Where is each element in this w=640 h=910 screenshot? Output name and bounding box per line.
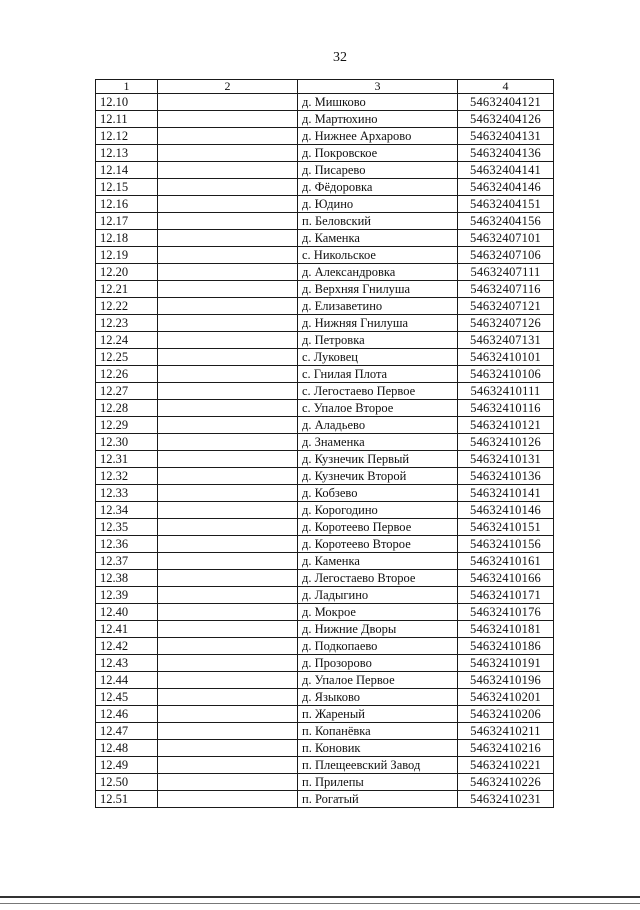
row-column2-cell xyxy=(158,672,298,689)
row-number-cell: 12.50 xyxy=(96,774,158,791)
table-row xyxy=(96,145,554,162)
table-row xyxy=(96,366,554,383)
row-number-cell: 12.33 xyxy=(96,485,158,502)
settlement-name-cell: д. Фёдоровка xyxy=(298,179,458,196)
row-column2-cell xyxy=(158,264,298,281)
settlement-name-cell: с. Упалое Второе xyxy=(298,400,458,417)
column-header-4: 4 xyxy=(458,80,554,94)
row-number-cell: 12.13 xyxy=(96,145,158,162)
oktmo-code-cell: 54632410171 xyxy=(458,587,554,604)
settlement-name-cell: д. Нижнее Архарово xyxy=(298,128,458,145)
oktmo-code-cell: 54632410111 xyxy=(458,383,554,400)
oktmo-code-cell: 54632410181 xyxy=(458,621,554,638)
row-number-cell: 12.41 xyxy=(96,621,158,638)
page-number: 32 xyxy=(333,50,347,65)
table-row xyxy=(96,281,554,298)
oktmo-code-cell: 54632407121 xyxy=(458,298,554,315)
row-column2-cell xyxy=(158,587,298,604)
table-row xyxy=(96,230,554,247)
row-number-cell: 12.34 xyxy=(96,502,158,519)
row-column2-cell xyxy=(158,706,298,723)
row-number-cell: 12.11 xyxy=(96,111,158,128)
oktmo-code-cell: 54632407111 xyxy=(458,264,554,281)
settlement-name-cell: д. Каменка xyxy=(298,230,458,247)
row-column2-cell xyxy=(158,621,298,638)
table-row xyxy=(96,485,554,502)
settlement-name-cell: д. Мокрое xyxy=(298,604,458,621)
oktmo-code-cell: 54632404156 xyxy=(458,213,554,230)
oktmo-code-cell: 54632404131 xyxy=(458,128,554,145)
oktmo-code-cell: 54632410206 xyxy=(458,706,554,723)
row-number-cell: 12.31 xyxy=(96,451,158,468)
row-column2-cell xyxy=(158,570,298,587)
settlement-name-cell: д. Легостаево Второе xyxy=(298,570,458,587)
table-row xyxy=(96,417,554,434)
settlement-name-cell: д. Коротеево Второе xyxy=(298,536,458,553)
row-column2-cell xyxy=(158,655,298,672)
oktmo-code-cell: 54632404141 xyxy=(458,162,554,179)
oktmo-code-cell: 54632410166 xyxy=(458,570,554,587)
row-number-cell: 12.38 xyxy=(96,570,158,587)
row-column2-cell xyxy=(158,366,298,383)
oktmo-code-cell: 54632404121 xyxy=(458,94,554,111)
settlement-name-cell: п. Плещеевский Завод xyxy=(298,757,458,774)
table-row xyxy=(96,247,554,264)
settlement-name-cell: с. Легостаево Первое xyxy=(298,383,458,400)
settlement-name-cell: п. Рогатый xyxy=(298,791,458,808)
oktmo-code-cell: 54632410121 xyxy=(458,417,554,434)
settlement-name-cell: д. Кузнечик Первый xyxy=(298,451,458,468)
settlement-name-cell: д. Прозорово xyxy=(298,655,458,672)
oktmo-code-cell: 54632410211 xyxy=(458,723,554,740)
table-row xyxy=(96,723,554,740)
oktmo-code-cell: 54632407116 xyxy=(458,281,554,298)
oktmo-code-cell: 54632410186 xyxy=(458,638,554,655)
row-number-cell: 12.32 xyxy=(96,468,158,485)
settlement-name-cell: д. Мартюхино xyxy=(298,111,458,128)
table-row xyxy=(96,638,554,655)
table-row xyxy=(96,400,554,417)
table-row xyxy=(96,570,554,587)
table-row xyxy=(96,451,554,468)
table-row xyxy=(96,434,554,451)
table-row xyxy=(96,264,554,281)
row-column2-cell xyxy=(158,791,298,808)
table-header-row xyxy=(96,80,554,94)
table-row xyxy=(96,94,554,111)
row-number-cell: 12.27 xyxy=(96,383,158,400)
row-number-cell: 12.45 xyxy=(96,689,158,706)
row-column2-cell xyxy=(158,349,298,366)
row-column2-cell xyxy=(158,111,298,128)
row-number-cell: 12.21 xyxy=(96,281,158,298)
settlement-name-cell: д. Знаменка xyxy=(298,434,458,451)
settlement-name-cell: д. Кобзево xyxy=(298,485,458,502)
row-column2-cell xyxy=(158,604,298,621)
row-number-cell: 12.39 xyxy=(96,587,158,604)
row-number-cell: 12.44 xyxy=(96,672,158,689)
row-number-cell: 12.18 xyxy=(96,230,158,247)
row-column2-cell xyxy=(158,536,298,553)
oktmo-code-cell: 54632410201 xyxy=(458,689,554,706)
table-row xyxy=(96,519,554,536)
column-header-3: 3 xyxy=(298,80,458,94)
settlement-name-cell: с. Луковец xyxy=(298,349,458,366)
row-number-cell: 12.12 xyxy=(96,128,158,145)
table-row xyxy=(96,774,554,791)
table-row xyxy=(96,604,554,621)
oktmo-code-cell: 54632410216 xyxy=(458,740,554,757)
row-number-cell: 12.43 xyxy=(96,655,158,672)
table-body xyxy=(96,94,554,808)
row-column2-cell xyxy=(158,332,298,349)
oktmo-code-cell: 54632410156 xyxy=(458,536,554,553)
oktmo-code-cell: 54632410126 xyxy=(458,434,554,451)
table-row xyxy=(96,791,554,808)
table-row xyxy=(96,332,554,349)
row-number-cell: 12.25 xyxy=(96,349,158,366)
oktmo-code-cell: 54632407131 xyxy=(458,332,554,349)
row-number-cell: 12.37 xyxy=(96,553,158,570)
row-column2-cell xyxy=(158,400,298,417)
page-bottom-edge xyxy=(0,896,640,898)
table-row xyxy=(96,740,554,757)
settlement-name-cell: п. Копанёвка xyxy=(298,723,458,740)
settlement-name-cell: д. Юдино xyxy=(298,196,458,213)
table-row xyxy=(96,536,554,553)
table-row xyxy=(96,468,554,485)
settlement-name-cell: д. Покровское xyxy=(298,145,458,162)
row-column2-cell xyxy=(158,519,298,536)
settlement-name-cell: д. Каменка xyxy=(298,553,458,570)
row-number-cell: 12.28 xyxy=(96,400,158,417)
settlement-name-cell: д. Нижние Дворы xyxy=(298,621,458,638)
row-number-cell: 12.22 xyxy=(96,298,158,315)
oktmo-code-cell: 54632410176 xyxy=(458,604,554,621)
row-number-cell: 12.26 xyxy=(96,366,158,383)
table-row xyxy=(96,689,554,706)
row-number-cell: 12.17 xyxy=(96,213,158,230)
settlement-name-cell: д. Ладыгино xyxy=(298,587,458,604)
oktmo-code-cell: 54632410226 xyxy=(458,774,554,791)
row-column2-cell xyxy=(158,281,298,298)
oktmo-code-cell: 54632404126 xyxy=(458,111,554,128)
row-column2-cell xyxy=(158,638,298,655)
oktmo-code-cell: 54632410191 xyxy=(458,655,554,672)
settlement-name-cell: п. Жареный xyxy=(298,706,458,723)
column-header-2: 2 xyxy=(158,80,298,94)
row-column2-cell xyxy=(158,94,298,111)
settlements-table xyxy=(95,79,554,808)
settlement-name-cell: д. Петровка xyxy=(298,332,458,349)
row-column2-cell xyxy=(158,485,298,502)
row-number-cell: 12.42 xyxy=(96,638,158,655)
settlement-name-cell: д. Корогодино xyxy=(298,502,458,519)
table-row xyxy=(96,621,554,638)
settlement-name-cell: д. Верхняя Гнилуша xyxy=(298,281,458,298)
settlement-name-cell: с. Никольское xyxy=(298,247,458,264)
settlement-name-cell: д. Елизаветино xyxy=(298,298,458,315)
settlement-name-cell: д. Упалое Первое xyxy=(298,672,458,689)
row-number-cell: 12.20 xyxy=(96,264,158,281)
settlement-name-cell: д. Мишково xyxy=(298,94,458,111)
row-column2-cell xyxy=(158,689,298,706)
row-number-cell: 12.40 xyxy=(96,604,158,621)
row-column2-cell xyxy=(158,451,298,468)
row-column2-cell xyxy=(158,774,298,791)
row-number-cell: 12.49 xyxy=(96,757,158,774)
table-row xyxy=(96,298,554,315)
row-number-cell: 12.10 xyxy=(96,94,158,111)
oktmo-code-cell: 54632410146 xyxy=(458,502,554,519)
table-row xyxy=(96,672,554,689)
row-column2-cell xyxy=(158,434,298,451)
oktmo-code-cell: 54632407101 xyxy=(458,230,554,247)
oktmo-code-cell: 54632410231 xyxy=(458,791,554,808)
row-column2-cell xyxy=(158,468,298,485)
settlement-name-cell: д. Языково xyxy=(298,689,458,706)
row-column2-cell xyxy=(158,213,298,230)
settlement-name-cell: д. Аладьево xyxy=(298,417,458,434)
row-number-cell: 12.48 xyxy=(96,740,158,757)
row-number-cell: 12.35 xyxy=(96,519,158,536)
oktmo-code-cell: 54632410141 xyxy=(458,485,554,502)
oktmo-code-cell: 54632410106 xyxy=(458,366,554,383)
table-row xyxy=(96,162,554,179)
table-row xyxy=(96,502,554,519)
settlement-name-cell: п. Прилепы xyxy=(298,774,458,791)
oktmo-code-cell: 54632410116 xyxy=(458,400,554,417)
row-column2-cell xyxy=(158,230,298,247)
oktmo-code-cell: 54632410161 xyxy=(458,553,554,570)
settlement-name-cell: п. Беловский xyxy=(298,213,458,230)
oktmo-code-cell: 54632410221 xyxy=(458,757,554,774)
table-row xyxy=(96,757,554,774)
table-row xyxy=(96,553,554,570)
row-column2-cell xyxy=(158,315,298,332)
table-row xyxy=(96,196,554,213)
row-column2-cell xyxy=(158,145,298,162)
row-column2-cell xyxy=(158,383,298,400)
oktmo-code-cell: 54632404136 xyxy=(458,145,554,162)
table-row xyxy=(96,111,554,128)
row-column2-cell xyxy=(158,757,298,774)
oktmo-code-cell: 54632410196 xyxy=(458,672,554,689)
table-row xyxy=(96,128,554,145)
settlement-name-cell: д. Нижняя Гнилуша xyxy=(298,315,458,332)
row-number-cell: 12.51 xyxy=(96,791,158,808)
table-row xyxy=(96,213,554,230)
row-number-cell: 12.24 xyxy=(96,332,158,349)
row-column2-cell xyxy=(158,196,298,213)
row-number-cell: 12.29 xyxy=(96,417,158,434)
row-column2-cell xyxy=(158,740,298,757)
row-column2-cell xyxy=(158,723,298,740)
settlement-name-cell: с. Гнилая Плота xyxy=(298,366,458,383)
row-number-cell: 12.15 xyxy=(96,179,158,196)
row-column2-cell xyxy=(158,298,298,315)
table-row xyxy=(96,655,554,672)
settlement-name-cell: д. Коротеево Первое xyxy=(298,519,458,536)
row-column2-cell xyxy=(158,417,298,434)
oktmo-code-cell: 54632410101 xyxy=(458,349,554,366)
row-number-cell: 12.19 xyxy=(96,247,158,264)
settlement-name-cell: д. Писарево xyxy=(298,162,458,179)
row-number-cell: 12.47 xyxy=(96,723,158,740)
row-column2-cell xyxy=(158,502,298,519)
row-column2-cell xyxy=(158,553,298,570)
row-column2-cell xyxy=(158,162,298,179)
page-bottom-edge-inner xyxy=(0,903,640,904)
table-row xyxy=(96,179,554,196)
row-column2-cell xyxy=(158,128,298,145)
settlement-name-cell: д. Подкопаево xyxy=(298,638,458,655)
oktmo-code-cell: 54632404151 xyxy=(458,196,554,213)
oktmo-code-cell: 54632407126 xyxy=(458,315,554,332)
column-header-1: 1 xyxy=(96,80,158,94)
settlement-name-cell: д. Кузнечик Второй xyxy=(298,468,458,485)
settlement-name-cell: п. Коновик xyxy=(298,740,458,757)
table-row xyxy=(96,349,554,366)
oktmo-code-cell: 54632410131 xyxy=(458,451,554,468)
row-number-cell: 12.30 xyxy=(96,434,158,451)
row-number-cell: 12.23 xyxy=(96,315,158,332)
row-column2-cell xyxy=(158,247,298,264)
settlement-name-cell: д. Александровка xyxy=(298,264,458,281)
oktmo-code-cell: 54632407106 xyxy=(458,247,554,264)
row-column2-cell xyxy=(158,179,298,196)
oktmo-code-cell: 54632410136 xyxy=(458,468,554,485)
table-row xyxy=(96,587,554,604)
row-number-cell: 12.16 xyxy=(96,196,158,213)
oktmo-code-cell: 54632410151 xyxy=(458,519,554,536)
row-number-cell: 12.46 xyxy=(96,706,158,723)
table-row xyxy=(96,706,554,723)
row-number-cell: 12.36 xyxy=(96,536,158,553)
row-number-cell: 12.14 xyxy=(96,162,158,179)
table-row xyxy=(96,383,554,400)
table-row xyxy=(96,315,554,332)
oktmo-code-cell: 54632404146 xyxy=(458,179,554,196)
